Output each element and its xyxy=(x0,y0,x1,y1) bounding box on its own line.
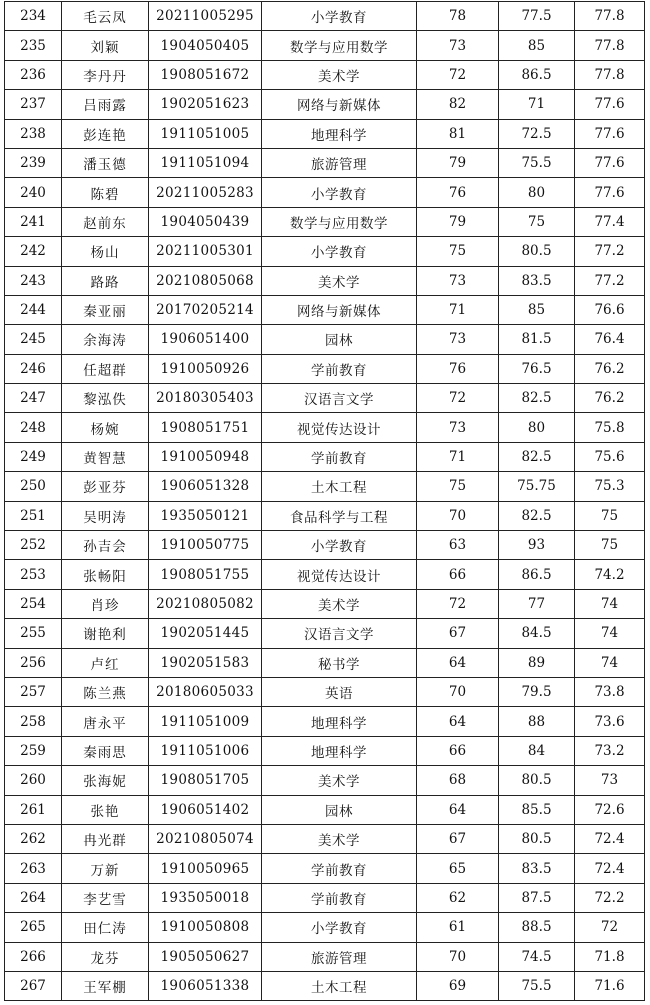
total-score-cell: 77.8 xyxy=(575,60,645,89)
table-row xyxy=(5,237,645,266)
score-b-cell: 82.5 xyxy=(499,384,575,413)
total-score-cell: 75.8 xyxy=(575,413,645,442)
score-b-cell: 72.5 xyxy=(499,119,575,148)
total-score-cell: 76.2 xyxy=(575,384,645,413)
name-cell: 李丹丹 xyxy=(62,60,149,89)
score-a-cell: 71 xyxy=(417,295,499,324)
score-b-cell: 80 xyxy=(499,413,575,442)
score-b-cell: 88 xyxy=(499,707,575,736)
major-cell: 视觉传达设计 xyxy=(262,413,417,442)
student-id-cell: 1910050965 xyxy=(149,854,262,883)
score-b-cell: 75.75 xyxy=(499,472,575,501)
name-cell: 秦雨思 xyxy=(62,736,149,765)
name-cell: 卢红 xyxy=(62,648,149,677)
table-row xyxy=(5,90,645,119)
row-index-cell: 254 xyxy=(5,589,62,618)
total-score-cell: 72.2 xyxy=(575,883,645,912)
name-cell: 张艳 xyxy=(62,795,149,824)
major-cell: 土木工程 xyxy=(262,971,417,1000)
total-score-cell: 73.2 xyxy=(575,736,645,765)
score-b-cell: 81.5 xyxy=(499,325,575,354)
total-score-cell: 77.8 xyxy=(575,2,645,31)
score-b-cell: 89 xyxy=(499,648,575,677)
score-a-cell: 70 xyxy=(417,677,499,706)
student-id-cell: 1910050775 xyxy=(149,531,262,560)
total-score-cell: 76.6 xyxy=(575,295,645,324)
total-score-cell: 77.6 xyxy=(575,90,645,119)
table-row xyxy=(5,472,645,501)
major-cell: 秘书学 xyxy=(262,648,417,677)
table-row xyxy=(5,531,645,560)
major-cell: 学前教育 xyxy=(262,883,417,912)
student-id-cell: 1906051328 xyxy=(149,472,262,501)
major-cell: 旅游管理 xyxy=(262,148,417,177)
score-a-cell: 76 xyxy=(417,178,499,207)
major-cell: 小学教育 xyxy=(262,913,417,942)
table-row xyxy=(5,707,645,736)
student-id-cell: 20210805074 xyxy=(149,824,262,853)
score-b-cell: 86.5 xyxy=(499,560,575,589)
student-id-cell: 1908051705 xyxy=(149,766,262,795)
name-cell: 毛云凤 xyxy=(62,2,149,31)
total-score-cell: 77.4 xyxy=(575,207,645,236)
total-score-cell: 72 xyxy=(575,913,645,942)
score-b-cell: 87.5 xyxy=(499,883,575,912)
total-score-cell: 77.2 xyxy=(575,237,645,266)
table-row xyxy=(5,413,645,442)
score-a-cell: 76 xyxy=(417,354,499,383)
student-id-cell: 20170205214 xyxy=(149,295,262,324)
score-a-cell: 72 xyxy=(417,384,499,413)
name-cell: 彭连艳 xyxy=(62,119,149,148)
table-row xyxy=(5,942,645,971)
table-row xyxy=(5,295,645,324)
score-a-cell: 66 xyxy=(417,736,499,765)
major-cell: 美术学 xyxy=(262,589,417,618)
table-row xyxy=(5,913,645,942)
table-row xyxy=(5,648,645,677)
score-b-cell: 88.5 xyxy=(499,913,575,942)
row-index-cell: 243 xyxy=(5,266,62,295)
table-row xyxy=(5,560,645,589)
student-id-cell: 1906051338 xyxy=(149,971,262,1000)
student-id-cell: 20211005301 xyxy=(149,237,262,266)
table-row xyxy=(5,148,645,177)
student-id-cell: 20210805068 xyxy=(149,266,262,295)
score-a-cell: 70 xyxy=(417,501,499,530)
score-a-cell: 64 xyxy=(417,707,499,736)
table-row xyxy=(5,119,645,148)
row-index-cell: 256 xyxy=(5,648,62,677)
name-cell: 张海妮 xyxy=(62,766,149,795)
table-row xyxy=(5,325,645,354)
row-index-cell: 263 xyxy=(5,854,62,883)
student-id-cell: 20180305403 xyxy=(149,384,262,413)
student-id-cell: 1911051005 xyxy=(149,119,262,148)
score-a-cell: 79 xyxy=(417,207,499,236)
row-index-cell: 246 xyxy=(5,354,62,383)
score-b-cell: 82.5 xyxy=(499,501,575,530)
major-cell: 汉语言文学 xyxy=(262,619,417,648)
total-score-cell: 74 xyxy=(575,589,645,618)
score-a-cell: 66 xyxy=(417,560,499,589)
score-a-cell: 73 xyxy=(417,325,499,354)
score-b-cell: 75.5 xyxy=(499,148,575,177)
student-id-cell: 1906051402 xyxy=(149,795,262,824)
total-score-cell: 73 xyxy=(575,766,645,795)
major-cell: 小学教育 xyxy=(262,178,417,207)
major-cell: 美术学 xyxy=(262,60,417,89)
student-id-cell: 1935050121 xyxy=(149,501,262,530)
name-cell: 龙芬 xyxy=(62,942,149,971)
table-row xyxy=(5,2,645,31)
student-id-cell: 1910050808 xyxy=(149,913,262,942)
table-row xyxy=(5,442,645,471)
major-cell: 美术学 xyxy=(262,266,417,295)
row-index-cell: 236 xyxy=(5,60,62,89)
table-row xyxy=(5,354,645,383)
row-index-cell: 238 xyxy=(5,119,62,148)
total-score-cell: 77.6 xyxy=(575,178,645,207)
score-a-cell: 61 xyxy=(417,913,499,942)
total-score-cell: 73.6 xyxy=(575,707,645,736)
row-index-cell: 241 xyxy=(5,207,62,236)
student-id-cell: 1902051445 xyxy=(149,619,262,648)
row-index-cell: 239 xyxy=(5,148,62,177)
table-row xyxy=(5,971,645,1000)
score-b-cell: 75.5 xyxy=(499,971,575,1000)
major-cell: 数学与应用数学 xyxy=(262,31,417,60)
total-score-cell: 76.4 xyxy=(575,325,645,354)
name-cell: 杨婉 xyxy=(62,413,149,442)
score-b-cell: 83.5 xyxy=(499,854,575,883)
row-index-cell: 257 xyxy=(5,677,62,706)
score-b-cell: 86.5 xyxy=(499,60,575,89)
score-b-cell: 71 xyxy=(499,90,575,119)
major-cell: 网络与新媒体 xyxy=(262,90,417,119)
name-cell: 杨山 xyxy=(62,237,149,266)
name-cell: 潘玉德 xyxy=(62,148,149,177)
student-id-cell: 20180605033 xyxy=(149,677,262,706)
total-score-cell: 77.6 xyxy=(575,148,645,177)
name-cell: 路路 xyxy=(62,266,149,295)
total-score-cell: 74 xyxy=(575,648,645,677)
name-cell: 吴明涛 xyxy=(62,501,149,530)
score-a-cell: 69 xyxy=(417,971,499,1000)
name-cell: 赵前东 xyxy=(62,207,149,236)
score-a-cell: 70 xyxy=(417,942,499,971)
total-score-cell: 73.8 xyxy=(575,677,645,706)
major-cell: 美术学 xyxy=(262,766,417,795)
row-index-cell: 245 xyxy=(5,325,62,354)
score-b-cell: 74.5 xyxy=(499,942,575,971)
major-cell: 土木工程 xyxy=(262,472,417,501)
score-a-cell: 73 xyxy=(417,31,499,60)
row-index-cell: 251 xyxy=(5,501,62,530)
total-score-cell: 72.4 xyxy=(575,854,645,883)
score-b-cell: 85.5 xyxy=(499,795,575,824)
student-id-cell: 20210805082 xyxy=(149,589,262,618)
name-cell: 黄智慧 xyxy=(62,442,149,471)
score-b-cell: 80 xyxy=(499,178,575,207)
major-cell: 英语 xyxy=(262,677,417,706)
score-b-cell: 76.5 xyxy=(499,354,575,383)
total-score-cell: 75 xyxy=(575,501,645,530)
score-b-cell: 93 xyxy=(499,531,575,560)
major-cell: 地理科学 xyxy=(262,707,417,736)
score-b-cell: 84.5 xyxy=(499,619,575,648)
student-id-cell: 1906051400 xyxy=(149,325,262,354)
score-b-cell: 77 xyxy=(499,589,575,618)
score-a-cell: 68 xyxy=(417,766,499,795)
student-id-cell: 1904050439 xyxy=(149,207,262,236)
total-score-cell: 71.6 xyxy=(575,971,645,1000)
table-row xyxy=(5,266,645,295)
table-row xyxy=(5,501,645,530)
score-a-cell: 64 xyxy=(417,648,499,677)
score-b-cell: 79.5 xyxy=(499,677,575,706)
table-row xyxy=(5,60,645,89)
score-b-cell: 82.5 xyxy=(499,442,575,471)
student-id-cell: 20211005295 xyxy=(149,2,262,31)
table-row xyxy=(5,854,645,883)
student-id-cell: 1908051755 xyxy=(149,560,262,589)
score-a-cell: 63 xyxy=(417,531,499,560)
table-row xyxy=(5,766,645,795)
total-score-cell: 72.6 xyxy=(575,795,645,824)
score-a-cell: 78 xyxy=(417,2,499,31)
student-id-cell: 1911051009 xyxy=(149,707,262,736)
name-cell: 余海涛 xyxy=(62,325,149,354)
major-cell: 汉语言文学 xyxy=(262,384,417,413)
row-index-cell: 267 xyxy=(5,971,62,1000)
major-cell: 美术学 xyxy=(262,824,417,853)
row-index-cell: 252 xyxy=(5,531,62,560)
total-score-cell: 72.4 xyxy=(575,824,645,853)
major-cell: 视觉传达设计 xyxy=(262,560,417,589)
student-id-cell: 1905050627 xyxy=(149,942,262,971)
score-a-cell: 64 xyxy=(417,795,499,824)
major-cell: 小学教育 xyxy=(262,237,417,266)
major-cell: 园林 xyxy=(262,795,417,824)
row-index-cell: 253 xyxy=(5,560,62,589)
row-index-cell: 249 xyxy=(5,442,62,471)
name-cell: 张畅阳 xyxy=(62,560,149,589)
score-b-cell: 84 xyxy=(499,736,575,765)
score-a-cell: 73 xyxy=(417,266,499,295)
name-cell: 秦亚丽 xyxy=(62,295,149,324)
student-id-cell: 1935050018 xyxy=(149,883,262,912)
row-index-cell: 255 xyxy=(5,619,62,648)
score-b-cell: 80.5 xyxy=(499,237,575,266)
row-index-cell: 237 xyxy=(5,90,62,119)
table-row xyxy=(5,619,645,648)
total-score-cell: 74 xyxy=(575,619,645,648)
name-cell: 谢艳利 xyxy=(62,619,149,648)
total-score-cell: 75.6 xyxy=(575,442,645,471)
major-cell: 数学与应用数学 xyxy=(262,207,417,236)
row-index-cell: 261 xyxy=(5,795,62,824)
major-cell: 旅游管理 xyxy=(262,942,417,971)
table-row xyxy=(5,207,645,236)
major-cell: 小学教育 xyxy=(262,2,417,31)
student-id-cell: 1902051623 xyxy=(149,90,262,119)
total-score-cell: 75 xyxy=(575,531,645,560)
total-score-cell: 71.8 xyxy=(575,942,645,971)
score-b-cell: 75 xyxy=(499,207,575,236)
student-id-cell: 1908051751 xyxy=(149,413,262,442)
major-cell: 园林 xyxy=(262,325,417,354)
score-a-cell: 75 xyxy=(417,472,499,501)
total-score-cell: 77.8 xyxy=(575,31,645,60)
table-row xyxy=(5,795,645,824)
row-index-cell: 265 xyxy=(5,913,62,942)
name-cell: 肖珍 xyxy=(62,589,149,618)
score-a-cell: 65 xyxy=(417,854,499,883)
results-table xyxy=(4,1,645,1001)
score-a-cell: 72 xyxy=(417,60,499,89)
total-score-cell: 76.2 xyxy=(575,354,645,383)
name-cell: 吕雨露 xyxy=(62,90,149,119)
row-index-cell: 250 xyxy=(5,472,62,501)
student-id-cell: 1908051672 xyxy=(149,60,262,89)
name-cell: 孙吉会 xyxy=(62,531,149,560)
table-row xyxy=(5,384,645,413)
total-score-cell: 74.2 xyxy=(575,560,645,589)
student-id-cell: 1911051094 xyxy=(149,148,262,177)
row-index-cell: 264 xyxy=(5,883,62,912)
name-cell: 陈兰燕 xyxy=(62,677,149,706)
major-cell: 食品科学与工程 xyxy=(262,501,417,530)
student-id-cell: 1902051583 xyxy=(149,648,262,677)
name-cell: 李艺雪 xyxy=(62,883,149,912)
row-index-cell: 248 xyxy=(5,413,62,442)
score-a-cell: 73 xyxy=(417,413,499,442)
table-row xyxy=(5,677,645,706)
score-b-cell: 77.5 xyxy=(499,2,575,31)
total-score-cell: 75.3 xyxy=(575,472,645,501)
score-b-cell: 85 xyxy=(499,295,575,324)
score-a-cell: 79 xyxy=(417,148,499,177)
row-index-cell: 240 xyxy=(5,178,62,207)
major-cell: 学前教育 xyxy=(262,442,417,471)
major-cell: 小学教育 xyxy=(262,531,417,560)
score-a-cell: 82 xyxy=(417,90,499,119)
name-cell: 任超群 xyxy=(62,354,149,383)
name-cell: 刘颖 xyxy=(62,31,149,60)
score-b-cell: 83.5 xyxy=(499,266,575,295)
table-row xyxy=(5,824,645,853)
row-index-cell: 262 xyxy=(5,824,62,853)
major-cell: 地理科学 xyxy=(262,119,417,148)
row-index-cell: 244 xyxy=(5,295,62,324)
row-index-cell: 258 xyxy=(5,707,62,736)
name-cell: 黎泓佚 xyxy=(62,384,149,413)
score-b-cell: 80.5 xyxy=(499,824,575,853)
score-a-cell: 62 xyxy=(417,883,499,912)
major-cell: 地理科学 xyxy=(262,736,417,765)
major-cell: 学前教育 xyxy=(262,354,417,383)
major-cell: 网络与新媒体 xyxy=(262,295,417,324)
major-cell: 学前教育 xyxy=(262,854,417,883)
name-cell: 冉光群 xyxy=(62,824,149,853)
row-index-cell: 259 xyxy=(5,736,62,765)
row-index-cell: 266 xyxy=(5,942,62,971)
name-cell: 陈碧 xyxy=(62,178,149,207)
total-score-cell: 77.2 xyxy=(575,266,645,295)
table-row xyxy=(5,31,645,60)
name-cell: 万新 xyxy=(62,854,149,883)
score-a-cell: 75 xyxy=(417,237,499,266)
total-score-cell: 77.6 xyxy=(575,119,645,148)
student-id-cell: 1911051006 xyxy=(149,736,262,765)
score-a-cell: 72 xyxy=(417,589,499,618)
score-a-cell: 81 xyxy=(417,119,499,148)
student-id-cell: 1910050948 xyxy=(149,442,262,471)
row-index-cell: 235 xyxy=(5,31,62,60)
name-cell: 王军棚 xyxy=(62,971,149,1000)
student-id-cell: 1910050926 xyxy=(149,354,262,383)
score-a-cell: 67 xyxy=(417,619,499,648)
name-cell: 彭亚芬 xyxy=(62,472,149,501)
row-index-cell: 242 xyxy=(5,237,62,266)
table-row xyxy=(5,883,645,912)
student-id-cell: 1904050405 xyxy=(149,31,262,60)
score-b-cell: 80.5 xyxy=(499,766,575,795)
score-a-cell: 67 xyxy=(417,824,499,853)
score-a-cell: 71 xyxy=(417,442,499,471)
table-row xyxy=(5,736,645,765)
name-cell: 田仁涛 xyxy=(62,913,149,942)
table-row xyxy=(5,178,645,207)
table-row xyxy=(5,589,645,618)
score-b-cell: 85 xyxy=(499,31,575,60)
name-cell: 唐永平 xyxy=(62,707,149,736)
row-index-cell: 234 xyxy=(5,2,62,31)
row-index-cell: 247 xyxy=(5,384,62,413)
row-index-cell: 260 xyxy=(5,766,62,795)
table-body xyxy=(5,2,645,1001)
student-id-cell: 20211005283 xyxy=(149,178,262,207)
